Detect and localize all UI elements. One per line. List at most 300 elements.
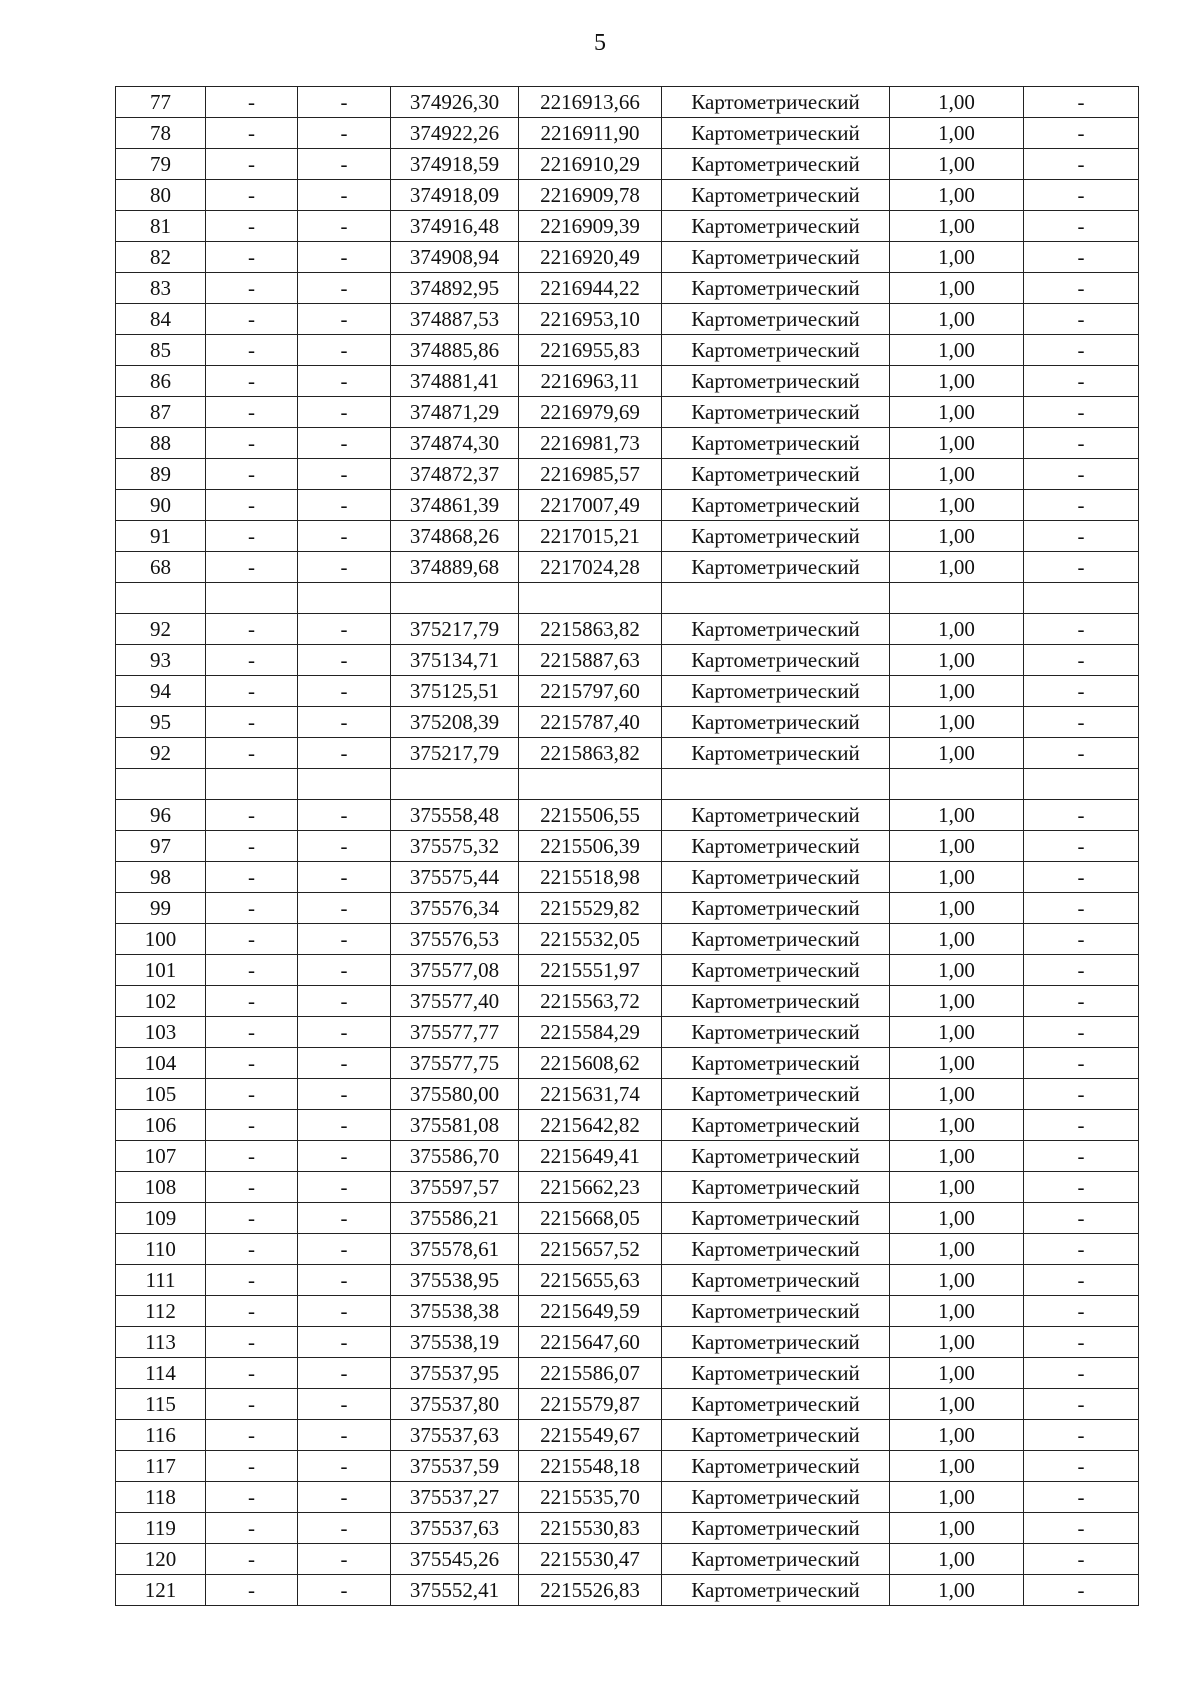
cell-y-coordinate: 2215530,47	[519, 1544, 662, 1575]
table-row	[116, 459, 1139, 490]
cell-y-coordinate: 2216979,69	[519, 397, 662, 428]
cell-accuracy: 1,00	[890, 149, 1024, 180]
table-row	[116, 1203, 1139, 1234]
cell-accuracy: 1,00	[890, 1296, 1024, 1327]
cell-col-3: -	[298, 1141, 391, 1172]
cell-accuracy: 1,00	[890, 211, 1024, 242]
cell-point-number: 83	[116, 273, 206, 304]
cell-y-coordinate: 2216920,49	[519, 242, 662, 273]
cell-col-8: -	[1024, 924, 1139, 955]
cell-col-8: -	[1024, 986, 1139, 1017]
cell-point-number: 119	[116, 1513, 206, 1544]
cell-x-coordinate: 374868,26	[391, 521, 519, 552]
cell-method: Картометрический	[662, 1141, 890, 1172]
cell-method: Картометрический	[662, 800, 890, 831]
cell-col-2: -	[206, 1079, 298, 1110]
table-row	[116, 1482, 1139, 1513]
cell-col-3: -	[298, 1172, 391, 1203]
cell-x-coordinate: 375575,44	[391, 862, 519, 893]
cell-point-number: 118	[116, 1482, 206, 1513]
cell-col-3: -	[298, 1358, 391, 1389]
cell-y-coordinate: 2216963,11	[519, 366, 662, 397]
cell-col-8: -	[1024, 1482, 1139, 1513]
table-row	[116, 521, 1139, 552]
cell-col-8: -	[1024, 149, 1139, 180]
cell-col-8: -	[1024, 1389, 1139, 1420]
cell-col-3: -	[298, 1048, 391, 1079]
cell-y-coordinate: 2215584,29	[519, 1017, 662, 1048]
cell-col-3: -	[298, 521, 391, 552]
cell-col-3: -	[298, 87, 391, 118]
cell-point-number: 101	[116, 955, 206, 986]
cell-col-8: -	[1024, 862, 1139, 893]
cell-y-coordinate: 2216985,57	[519, 459, 662, 490]
cell-y-coordinate: 2215526,83	[519, 1575, 662, 1606]
cell-method: Картометрический	[662, 1265, 890, 1296]
cell-y-coordinate: 2215608,62	[519, 1048, 662, 1079]
cell-col-2: -	[206, 304, 298, 335]
cell-col-2	[206, 769, 298, 800]
cell-y-coordinate: 2216909,39	[519, 211, 662, 242]
cell-x-coordinate: 375586,70	[391, 1141, 519, 1172]
cell-accuracy: 1,00	[890, 521, 1024, 552]
cell-method: Картометрический	[662, 335, 890, 366]
cell-method: Картометрический	[662, 149, 890, 180]
cell-col-3: -	[298, 211, 391, 242]
cell-y-coordinate: 2215548,18	[519, 1451, 662, 1482]
cell-point-number: 106	[116, 1110, 206, 1141]
table-row	[116, 1141, 1139, 1172]
cell-point-number: 112	[116, 1296, 206, 1327]
table-row	[116, 707, 1139, 738]
cell-col-3	[298, 769, 391, 800]
cell-accuracy	[890, 769, 1024, 800]
cell-x-coordinate: 375577,08	[391, 955, 519, 986]
cell-col-2: -	[206, 180, 298, 211]
coordinates-table	[115, 86, 1139, 1606]
cell-col-8: -	[1024, 428, 1139, 459]
cell-col-2: -	[206, 676, 298, 707]
table-row	[116, 1544, 1139, 1575]
cell-point-number: 105	[116, 1079, 206, 1110]
cell-x-coordinate: 375577,77	[391, 1017, 519, 1048]
table-row	[116, 800, 1139, 831]
cell-accuracy: 1,00	[890, 1358, 1024, 1389]
cell-method: Картометрический	[662, 614, 890, 645]
table-row	[116, 676, 1139, 707]
cell-method: Картометрический	[662, 1234, 890, 1265]
cell-col-3: -	[298, 149, 391, 180]
cell-col-8: -	[1024, 1172, 1139, 1203]
cell-col-2: -	[206, 366, 298, 397]
cell-accuracy: 1,00	[890, 1048, 1024, 1079]
table-row	[116, 428, 1139, 459]
cell-point-number: 85	[116, 335, 206, 366]
cell-col-3: -	[298, 924, 391, 955]
cell-y-coordinate: 2215506,55	[519, 800, 662, 831]
cell-x-coordinate: 374908,94	[391, 242, 519, 273]
cell-method: Картометрический	[662, 1079, 890, 1110]
cell-x-coordinate: 374889,68	[391, 552, 519, 583]
cell-col-2: -	[206, 1172, 298, 1203]
cell-method: Картометрический	[662, 521, 890, 552]
cell-col-8: -	[1024, 211, 1139, 242]
cell-method: Картометрический	[662, 180, 890, 211]
cell-col-2: -	[206, 1575, 298, 1606]
cell-col-8: -	[1024, 118, 1139, 149]
cell-accuracy: 1,00	[890, 397, 1024, 428]
cell-x-coordinate: 375537,63	[391, 1420, 519, 1451]
cell-accuracy: 1,00	[890, 552, 1024, 583]
cell-method: Картометрический	[662, 1327, 890, 1358]
cell-x-coordinate	[391, 583, 519, 614]
cell-col-8: -	[1024, 1296, 1139, 1327]
cell-y-coordinate: 2216911,90	[519, 118, 662, 149]
cell-col-2: -	[206, 1389, 298, 1420]
cell-method: Картометрический	[662, 676, 890, 707]
cell-col-3: -	[298, 428, 391, 459]
cell-point-number: 79	[116, 149, 206, 180]
cell-x-coordinate: 375545,26	[391, 1544, 519, 1575]
cell-y-coordinate: 2215863,82	[519, 614, 662, 645]
cell-col-2: -	[206, 986, 298, 1017]
cell-col-8: -	[1024, 304, 1139, 335]
cell-point-number: 77	[116, 87, 206, 118]
cell-point-number: 91	[116, 521, 206, 552]
cell-accuracy: 1,00	[890, 831, 1024, 862]
cell-point-number: 97	[116, 831, 206, 862]
cell-x-coordinate: 375125,51	[391, 676, 519, 707]
cell-method: Картометрический	[662, 552, 890, 583]
cell-x-coordinate: 375558,48	[391, 800, 519, 831]
cell-y-coordinate: 2215655,63	[519, 1265, 662, 1296]
cell-point-number: 78	[116, 118, 206, 149]
cell-method: Картометрический	[662, 118, 890, 149]
cell-col-3: -	[298, 1420, 391, 1451]
cell-point-number: 111	[116, 1265, 206, 1296]
table-row	[116, 180, 1139, 211]
cell-point-number: 93	[116, 645, 206, 676]
cell-col-3: -	[298, 676, 391, 707]
cell-method: Картометрический	[662, 1451, 890, 1482]
cell-accuracy: 1,00	[890, 955, 1024, 986]
cell-col-8: -	[1024, 1513, 1139, 1544]
cell-accuracy: 1,00	[890, 1389, 1024, 1420]
cell-col-8: -	[1024, 738, 1139, 769]
cell-col-3: -	[298, 614, 391, 645]
page-number: 5	[594, 30, 606, 56]
cell-col-8: -	[1024, 366, 1139, 397]
table-row	[116, 397, 1139, 428]
cell-method: Картометрический	[662, 1358, 890, 1389]
cell-point-number: 82	[116, 242, 206, 273]
cell-x-coordinate: 375208,39	[391, 707, 519, 738]
cell-method: Картометрический	[662, 428, 890, 459]
cell-point-number: 92	[116, 614, 206, 645]
cell-point-number: 89	[116, 459, 206, 490]
cell-col-2: -	[206, 707, 298, 738]
cell-col-3: -	[298, 397, 391, 428]
cell-col-8	[1024, 583, 1139, 614]
cell-x-coordinate: 375538,38	[391, 1296, 519, 1327]
cell-x-coordinate: 375581,08	[391, 1110, 519, 1141]
cell-col-2: -	[206, 118, 298, 149]
cell-y-coordinate: 2215662,23	[519, 1172, 662, 1203]
cell-col-2: -	[206, 1265, 298, 1296]
cell-x-coordinate: 374892,95	[391, 273, 519, 304]
cell-point-number: 117	[116, 1451, 206, 1482]
cell-point-number: 103	[116, 1017, 206, 1048]
cell-col-8: -	[1024, 1265, 1139, 1296]
cell-col-8: -	[1024, 273, 1139, 304]
cell-y-coordinate: 2215586,07	[519, 1358, 662, 1389]
cell-col-8: -	[1024, 1234, 1139, 1265]
cell-col-3: -	[298, 1389, 391, 1420]
cell-method: Картометрический	[662, 1513, 890, 1544]
table-row	[116, 893, 1139, 924]
cell-col-2: -	[206, 428, 298, 459]
cell-col-3: -	[298, 366, 391, 397]
cell-col-3: -	[298, 986, 391, 1017]
table-row	[116, 552, 1139, 583]
table-row	[116, 1265, 1139, 1296]
cell-col-2: -	[206, 955, 298, 986]
table-row	[116, 1451, 1139, 1482]
cell-method: Картометрический	[662, 924, 890, 955]
cell-x-coordinate: 375552,41	[391, 1575, 519, 1606]
cell-col-8: -	[1024, 490, 1139, 521]
cell-x-coordinate: 375537,63	[391, 1513, 519, 1544]
cell-y-coordinate: 2215887,63	[519, 645, 662, 676]
cell-y-coordinate: 2215530,83	[519, 1513, 662, 1544]
cell-col-2: -	[206, 738, 298, 769]
cell-col-8: -	[1024, 1544, 1139, 1575]
cell-col-8: -	[1024, 1451, 1139, 1482]
cell-method: Картометрический	[662, 397, 890, 428]
table-row	[116, 986, 1139, 1017]
cell-col-3: -	[298, 1451, 391, 1482]
cell-accuracy: 1,00	[890, 1172, 1024, 1203]
cell-point-number: 100	[116, 924, 206, 955]
table-row	[116, 335, 1139, 366]
cell-method: Картометрический	[662, 1110, 890, 1141]
cell-col-2: -	[206, 1451, 298, 1482]
cell-col-3: -	[298, 1327, 391, 1358]
cell-accuracy: 1,00	[890, 645, 1024, 676]
cell-x-coordinate: 374918,09	[391, 180, 519, 211]
cell-col-3: -	[298, 893, 391, 924]
cell-col-2: -	[206, 273, 298, 304]
cell-y-coordinate: 2217024,28	[519, 552, 662, 583]
cell-accuracy: 1,00	[890, 1234, 1024, 1265]
table-row	[116, 149, 1139, 180]
table-row	[116, 769, 1139, 800]
cell-y-coordinate: 2215787,40	[519, 707, 662, 738]
cell-col-2: -	[206, 924, 298, 955]
cell-col-3: -	[298, 1234, 391, 1265]
cell-point-number: 68	[116, 552, 206, 583]
cell-point-number: 87	[116, 397, 206, 428]
cell-y-coordinate: 2215649,59	[519, 1296, 662, 1327]
cell-col-8: -	[1024, 459, 1139, 490]
cell-col-3: -	[298, 335, 391, 366]
table-row	[116, 273, 1139, 304]
cell-col-3: -	[298, 1203, 391, 1234]
cell-point-number: 116	[116, 1420, 206, 1451]
cell-col-2: -	[206, 335, 298, 366]
table-row	[116, 583, 1139, 614]
cell-col-3: -	[298, 1017, 391, 1048]
cell-accuracy: 1,00	[890, 273, 1024, 304]
cell-accuracy: 1,00	[890, 459, 1024, 490]
cell-col-8: -	[1024, 1203, 1139, 1234]
cell-accuracy: 1,00	[890, 490, 1024, 521]
cell-accuracy: 1,00	[890, 87, 1024, 118]
cell-x-coordinate: 375578,61	[391, 1234, 519, 1265]
table-row	[116, 1110, 1139, 1141]
cell-col-3: -	[298, 180, 391, 211]
cell-method: Картометрический	[662, 862, 890, 893]
cell-col-8: -	[1024, 1358, 1139, 1389]
cell-col-2: -	[206, 1234, 298, 1265]
cell-accuracy: 1,00	[890, 1141, 1024, 1172]
cell-method: Картометрический	[662, 459, 890, 490]
cell-col-8: -	[1024, 180, 1139, 211]
cell-x-coordinate: 375580,00	[391, 1079, 519, 1110]
cell-y-coordinate: 2215668,05	[519, 1203, 662, 1234]
cell-col-2: -	[206, 397, 298, 428]
cell-col-2: -	[206, 1110, 298, 1141]
cell-method: Картометрический	[662, 707, 890, 738]
cell-x-coordinate: 374887,53	[391, 304, 519, 335]
cell-x-coordinate: 375586,21	[391, 1203, 519, 1234]
table-row	[116, 1575, 1139, 1606]
table-row	[116, 738, 1139, 769]
cell-accuracy: 1,00	[890, 304, 1024, 335]
table-row	[116, 490, 1139, 521]
cell-method: Картометрический	[662, 1575, 890, 1606]
cell-point-number: 108	[116, 1172, 206, 1203]
cell-x-coordinate: 374871,29	[391, 397, 519, 428]
cell-accuracy: 1,00	[890, 366, 1024, 397]
cell-col-8: -	[1024, 242, 1139, 273]
cell-col-2: -	[206, 614, 298, 645]
cell-point-number: 95	[116, 707, 206, 738]
cell-accuracy: 1,00	[890, 738, 1024, 769]
cell-x-coordinate: 375577,75	[391, 1048, 519, 1079]
cell-col-8: -	[1024, 335, 1139, 366]
cell-x-coordinate: 374926,30	[391, 87, 519, 118]
cell-method	[662, 769, 890, 800]
cell-col-3: -	[298, 831, 391, 862]
cell-point-number: 86	[116, 366, 206, 397]
cell-method: Картометрический	[662, 1048, 890, 1079]
cell-method: Картометрический	[662, 893, 890, 924]
cell-method: Картометрический	[662, 87, 890, 118]
cell-col-2: -	[206, 800, 298, 831]
cell-col-8: -	[1024, 1048, 1139, 1079]
cell-y-coordinate: 2217007,49	[519, 490, 662, 521]
cell-y-coordinate: 2215642,82	[519, 1110, 662, 1141]
cell-accuracy	[890, 583, 1024, 614]
cell-point-number: 114	[116, 1358, 206, 1389]
cell-accuracy: 1,00	[890, 118, 1024, 149]
cell-accuracy: 1,00	[890, 180, 1024, 211]
cell-accuracy: 1,00	[890, 1110, 1024, 1141]
table-row	[116, 1420, 1139, 1451]
cell-col-2: -	[206, 831, 298, 862]
cell-x-coordinate: 375537,95	[391, 1358, 519, 1389]
cell-col-8: -	[1024, 397, 1139, 428]
table-row	[116, 304, 1139, 335]
cell-x-coordinate	[391, 769, 519, 800]
cell-point-number: 98	[116, 862, 206, 893]
cell-y-coordinate: 2216909,78	[519, 180, 662, 211]
cell-col-8: -	[1024, 1420, 1139, 1451]
cell-x-coordinate: 375576,53	[391, 924, 519, 955]
cell-col-8: -	[1024, 645, 1139, 676]
cell-method	[662, 583, 890, 614]
cell-col-8	[1024, 769, 1139, 800]
cell-col-3: -	[298, 1110, 391, 1141]
cell-accuracy: 1,00	[890, 893, 1024, 924]
cell-x-coordinate: 375217,79	[391, 614, 519, 645]
cell-col-3: -	[298, 738, 391, 769]
cell-col-3: -	[298, 490, 391, 521]
cell-accuracy: 1,00	[890, 1265, 1024, 1296]
cell-col-8: -	[1024, 1141, 1139, 1172]
cell-point-number: 80	[116, 180, 206, 211]
cell-col-8: -	[1024, 552, 1139, 583]
cell-col-3: -	[298, 707, 391, 738]
cell-point-number: 102	[116, 986, 206, 1017]
cell-col-3: -	[298, 459, 391, 490]
cell-accuracy: 1,00	[890, 1513, 1024, 1544]
cell-accuracy: 1,00	[890, 1420, 1024, 1451]
cell-point-number: 121	[116, 1575, 206, 1606]
cell-point-number: 115	[116, 1389, 206, 1420]
cell-y-coordinate: 2215506,39	[519, 831, 662, 862]
cell-method: Картометрический	[662, 304, 890, 335]
cell-y-coordinate: 2216955,83	[519, 335, 662, 366]
cell-y-coordinate: 2215631,74	[519, 1079, 662, 1110]
cell-x-coordinate: 375537,80	[391, 1389, 519, 1420]
cell-point-number: 107	[116, 1141, 206, 1172]
cell-col-2: -	[206, 1327, 298, 1358]
table-row	[116, 366, 1139, 397]
cell-col-2: -	[206, 862, 298, 893]
table-row	[116, 1079, 1139, 1110]
cell-y-coordinate	[519, 769, 662, 800]
cell-col-2: -	[206, 1141, 298, 1172]
cell-accuracy: 1,00	[890, 800, 1024, 831]
cell-col-3	[298, 583, 391, 614]
cell-col-3: -	[298, 552, 391, 583]
cell-y-coordinate: 2215647,60	[519, 1327, 662, 1358]
cell-method: Картометрический	[662, 1544, 890, 1575]
cell-x-coordinate: 375597,57	[391, 1172, 519, 1203]
cell-point-number: 88	[116, 428, 206, 459]
cell-y-coordinate: 2216981,73	[519, 428, 662, 459]
table-row	[116, 1296, 1139, 1327]
cell-col-8: -	[1024, 707, 1139, 738]
cell-col-2: -	[206, 1296, 298, 1327]
cell-point-number: 109	[116, 1203, 206, 1234]
table-row	[116, 1513, 1139, 1544]
table-row	[116, 87, 1139, 118]
cell-x-coordinate: 375575,32	[391, 831, 519, 862]
cell-y-coordinate: 2215549,67	[519, 1420, 662, 1451]
